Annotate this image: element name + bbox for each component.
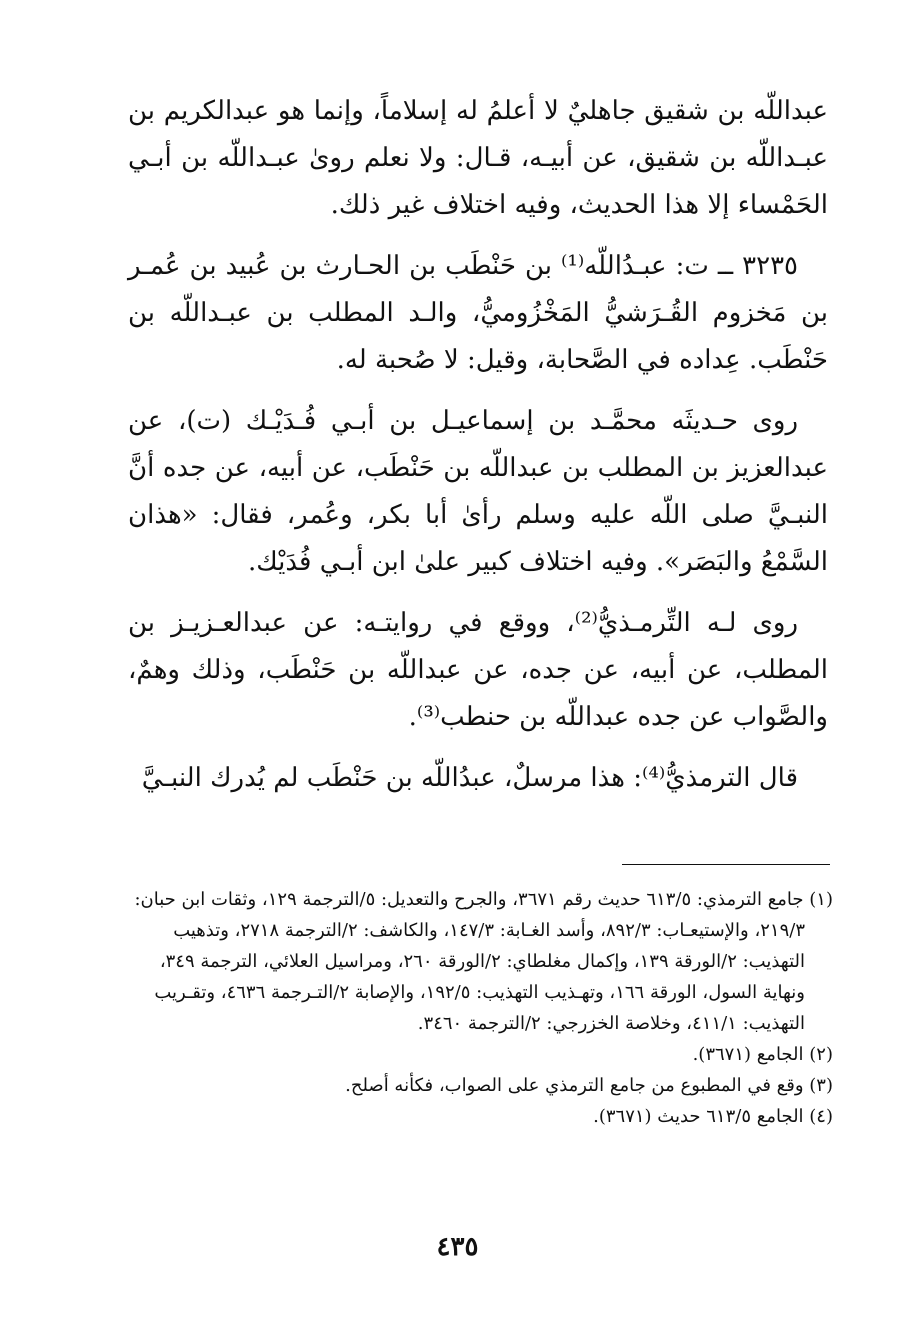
footnote-1: (١) جامع الترمذي: ٦١٣/٥ حديث رقم ٣٦٧١، والجرح والتعديل: ٥/الترجمة ١٢٩، وثقات ابن حبان: ٢١٩/٣، والإستيعـاب: ٨٩٢/٣، وأسد الغـابة: ١٤٧/٣، والكاشف: ٢/الترجمة ٢٧١٨، وتذهيب التهذيب: ٢/الورقة ١٣٩، وإكمال مغلطاي: ٢/الورقة ٢٦٠، ومراسيل العلائي، الترجمة ٣٤٩، ونهاية السول، الورقة ١٦٦، وتهـذيب التهذيب: ١٩٢/٥، والإصابة ٢/التـرجمة ٤٦٣٦، وتقـريب التهذيب: ٤١١/١، وخلاصة الخزرجي: ٢/الترجمة ٣٤٦٠. <box>134 889 833 1034</box>
footnotes <box>128 884 833 1132</box>
paragraph-1: عبداللّه بن شقيق جاهليٌ لا أعلمُ له إسلاماً، وإنما هو عبدالكريم بن عبـداللّه بن شقيق، عن أبيـه، قـال: ولا نعلم روىٰ عبـداللّه بن أبـي الحَمْساء إلا هذا الحديث، وفيه اختلاف غير ذلك. <box>128 96 828 220</box>
footnote-4: (٤) الجامع ٦١٣/٥ حديث (٣٦٧١). <box>593 1106 833 1127</box>
page-number: ٤٣٥ <box>436 1232 479 1262</box>
footnote-2: (٢) الجامع (٣٦٧١). <box>692 1044 833 1065</box>
paragraph-4: روى لـه التِّرمـذيُّ⁽²⁾، ووقع في روايتـه: عن عبدالعـزيـز بن المطلب، عن أبيه، عن جده، عن عبداللّه بن حَنْطَب، وذلك وهمٌ، والصَّواب عن جده عبداللّه بن حنطب⁽³⁾. <box>128 608 828 732</box>
paragraph-3: روى حـديثَه محمَّـد بن إسماعيـل بن أبـي فُـدَيْـك (ت)، عن عبدالعزيز بن المطلب بن عبداللّه بن حَنْطَب، عن أبيه، عن جده أنَّ النبـيَّ صلى اللّه عليه وسلم رأىٰ أبا بكر، وعُمر، فقال: «هذان السَّمْعُ والبَصَر». وفيه اختلاف كبير علىٰ ابن أبـي فُدَيْك. <box>128 406 828 577</box>
main-text <box>128 88 828 816</box>
paragraph-5: قال الترمذيُّ⁽⁴⁾: هذا مرسلٌ، عبدُاللّه بن حَنْطَب لم يُدرك النبـيَّ <box>141 763 798 793</box>
footnote-3: (٣) وقع في المطبوع من جامع الترمذي على الصواب، فكأنه أصلح. <box>345 1075 833 1096</box>
footnote-divider <box>622 864 830 865</box>
paragraph-2-entry-3235: ٣٢٣٥ ــ ت: عبـدُاللّه⁽¹⁾ بن حَنْطَب بن الحـارث بن عُبيد بن عُمـر بن مَخزوم القُـرَشيُّ المَخْزُوميُّ، والـد المطلب بن عبـداللّه بن حَنْطَب. عِداده في الصَّحابة، وقيل: لا صُحبة له. <box>128 251 828 375</box>
